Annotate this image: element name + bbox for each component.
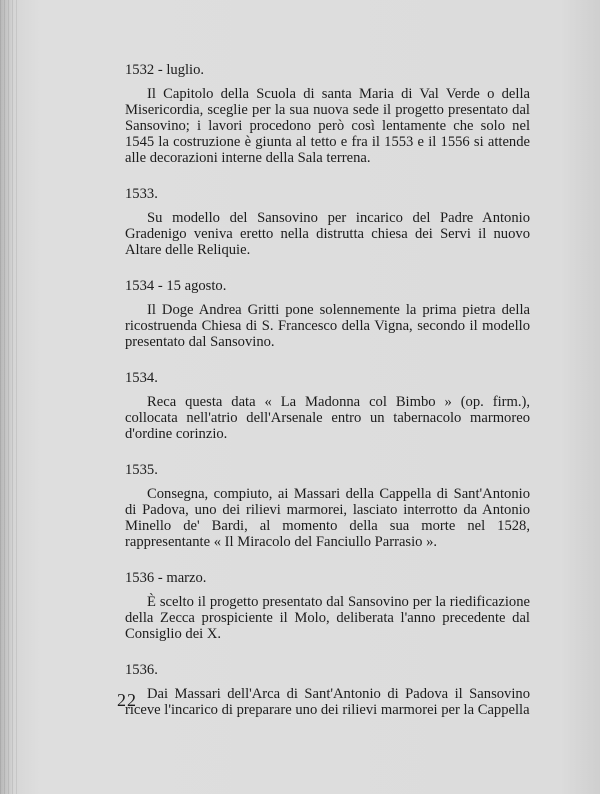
entry-date: 1535. bbox=[125, 462, 158, 478]
entry-date: 1534. bbox=[125, 370, 158, 386]
entry-text: Su modello del Sansovino per incarico del Padre Antonio Gradenigo veniva eretto nella distrutta chiesa dei Servi il nuovo Altare delle Reliquie. bbox=[125, 210, 530, 258]
chronology-entry bbox=[125, 662, 530, 718]
entry-text: È scelto il progetto presentato dal Sansovino per la riedificazione della Zecca prospiciente il Molo, deliberata l'anno precedente dal Consiglio dei X. bbox=[125, 594, 530, 642]
chronology-entry bbox=[125, 278, 530, 350]
entry-text: Consegna, compiuto, ai Massari della Cappella di Sant'Antonio di Padova, uno dei rilievi marmorei, lasciato interrotto da Antonio Minello de' Bardi, al momento della sua morte nel 1528, rappresentante « Il Miracolo del Fanciullo Parrasio ». bbox=[125, 486, 530, 550]
chronology-entry bbox=[125, 186, 530, 258]
chronology-entry bbox=[125, 462, 530, 550]
entry-date: 1533. bbox=[125, 186, 158, 202]
page-number: 22 bbox=[117, 690, 137, 710]
entry-text: Il Capitolo della Scuola di santa Maria di Val Verde o della Misericordia, sceglie per la sua nuova sede il progetto presentato dal Sansovino; i lavori procedono però così lentamente che solo nel 1545 la costruzione è giunta al tetto e fra il 1553 e il 1556 si attende alle decorazioni interne della Sala terrena. bbox=[125, 86, 530, 166]
chronology-entry bbox=[125, 370, 530, 442]
entry-date: 1536. bbox=[125, 662, 158, 678]
entry-date: 1536 - marzo. bbox=[125, 570, 207, 586]
entry-text: Il Doge Andrea Gritti pone solennemente la prima pietra della ricostruenda Chiesa di S. Francesco della Vigna, secondo il modello presentato dal Sansovino. bbox=[125, 302, 530, 350]
entry-date: 1534 - 15 agosto. bbox=[125, 278, 227, 294]
chronology-entry bbox=[125, 570, 530, 642]
chronology-text bbox=[125, 62, 530, 738]
page-gutter bbox=[0, 0, 20, 794]
chronology-entry bbox=[125, 62, 530, 166]
entry-text: Reca questa data « La Madonna col Bimbo » (op. firm.), collocata nell'atrio dell'Arsenale entro un tabernacolo marmoreo d'ordine corinzio. bbox=[125, 394, 530, 442]
entry-date: 1532 - luglio. bbox=[125, 62, 205, 78]
entry-text: Dai Massari dell'Arca di Sant'Antonio di Padova il Sansovino riceve l'incarico di preparare uno dei rilievi marmorei per la Cappella bbox=[125, 686, 530, 718]
